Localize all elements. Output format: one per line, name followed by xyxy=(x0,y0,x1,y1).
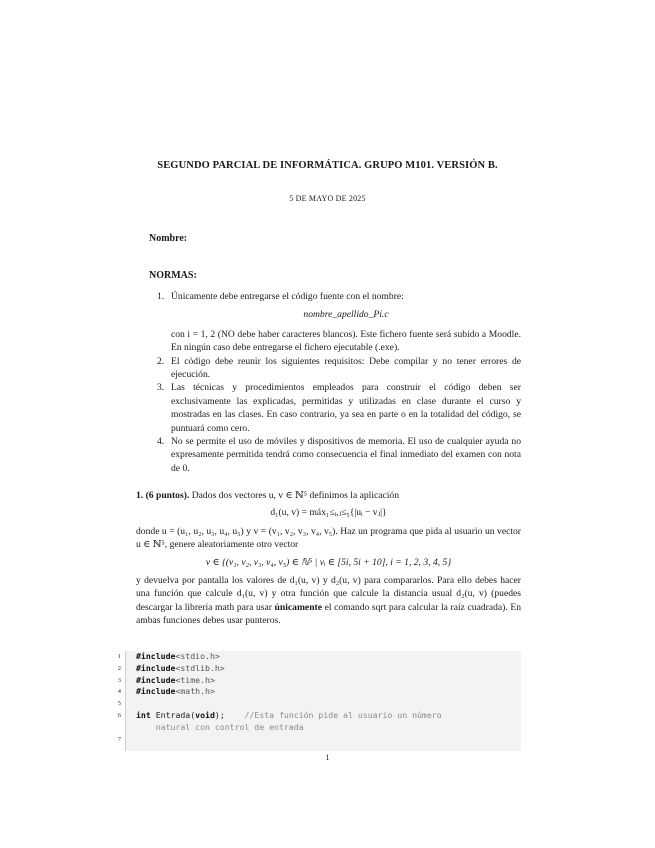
equation-d1-rest: máx₁≤ᵢ,ⱼ≤₅{|uᵢ − vⱼ|} xyxy=(309,507,387,519)
rule-3-text: Las técnicas y procedimientos empleados para construir el código deben ser exclusivamente las explicadas, permitidas y utilizadas en clase durante el curso y mostradas en las clases. En caso contrario, ya sea en parte o en la totalidad del código, se puntuará como cero. xyxy=(171,382,521,434)
line-number: 7 xyxy=(117,735,121,743)
rule-1-filename: nombre_apellido_Pi.c xyxy=(303,309,389,321)
line-number: 3 xyxy=(117,676,121,684)
code-line-4 xyxy=(117,686,521,698)
exam-date: 5 DE MAYO DE 2025 xyxy=(289,194,366,203)
code-type: int xyxy=(136,709,151,720)
nombre-label: Nombre: xyxy=(149,233,188,244)
code-line-6-wrap xyxy=(126,722,521,734)
problem-1-text-3 xyxy=(136,574,521,628)
problem-1-text-3b: el comando sqrt para calcular la raíz cuadrada). En ambas funciones debes usar punteros. xyxy=(136,601,521,627)
rule-3-number: 3. xyxy=(157,382,165,394)
code-line-5 xyxy=(117,698,521,710)
code-close: ); xyxy=(214,709,225,720)
code-line-2 xyxy=(117,662,521,675)
rule-4-number: 4. xyxy=(157,436,165,448)
code-comment: //Esta función pide al usuario un número xyxy=(224,709,442,720)
code-header: <math.h> xyxy=(175,686,215,697)
problem-1-intro: Dados dos vectores u, v ∈ ℕ⁵ definimos la aplicación xyxy=(191,490,400,501)
problem-1-intro-line xyxy=(136,489,521,502)
code-function-name: Entrada( xyxy=(150,709,196,720)
rule-1-continuation: con i = 1, 2 (NO debe haber caracteres blancos). Este fichero fuente será subido a Moodle. En ningún caso debe entregarse el fichero ejecutable (.exe). xyxy=(171,328,521,354)
problem-1-text-2: donde u = (u₁, u₂, u₃, u₄, u₅) y v = (v₁, v₂, v₃, v₄, v₅). Haz un programa que pida al usuario un vector u ∈ ℕ⁵, genere aleatoriamente otro vector xyxy=(136,525,521,551)
code-header: <stdio.h> xyxy=(175,651,220,661)
exam-title: SEGUNDO PARCIAL DE INFORMÁTICA. GRUPO M101. VERSIÓN B. xyxy=(157,160,498,171)
problem-1 xyxy=(136,489,521,628)
line-number: 2 xyxy=(117,664,121,672)
rule-1 xyxy=(149,290,521,355)
code-line-7 xyxy=(117,734,521,746)
code-keyword: #include xyxy=(136,662,176,673)
code-comment-wrap: natural con control de entrada xyxy=(136,721,304,732)
rule-4-text: No se permite el uso de móviles y dispositivos de memoria. El uso de cualquier ayuda no expresamente permitida tendrá como consecuencia el final inmediato del examen con nota de 0. xyxy=(171,436,521,474)
code-listing xyxy=(117,651,521,751)
equation-d1 xyxy=(136,502,521,524)
code-keyword: #include xyxy=(136,651,176,661)
normas-heading: NORMAS: xyxy=(149,270,197,281)
rule-4 xyxy=(149,435,521,475)
equation-v-set: v ∈ {(v₁, v₂, v₃, v₄, v₅) ∈ ℕ⁵ | vᵢ ∈ [5i, 5i + 10], i = 1, 2, 3, 4, 5} xyxy=(205,556,452,568)
line-number: 6 xyxy=(117,711,121,719)
rule-2-text: El código debe reunir los siguientes requisitos: Debe compilar y no tener errores de ejecución. xyxy=(171,355,521,381)
code-keyword: #include xyxy=(136,686,176,697)
rule-2 xyxy=(149,355,521,382)
rule-3 xyxy=(149,381,521,435)
rule-1-text: Únicamente debe entregarse el código fuente con el nombre: xyxy=(171,291,404,302)
line-number: 4 xyxy=(117,688,121,696)
equation-d1-fn: d₁(u, v) = xyxy=(270,507,310,519)
rules-list xyxy=(149,290,521,475)
page-number: 1 xyxy=(325,753,330,762)
code-line-1 xyxy=(117,651,521,663)
code-header: <stdlib.h> xyxy=(175,662,225,673)
rule-2-number: 2. xyxy=(157,355,165,367)
rule-1-number: 1. xyxy=(157,291,165,302)
line-number: 1 xyxy=(117,653,121,660)
code-param: void xyxy=(195,709,215,720)
code-line-3 xyxy=(117,674,521,687)
problem-1-text-3-bold: únicamente xyxy=(274,601,322,613)
code-header: <time.h> xyxy=(175,674,215,685)
code-line-6 xyxy=(117,709,521,722)
code-keyword: #include xyxy=(136,674,176,685)
problem-1-label: 1. (6 puntos). xyxy=(136,490,190,501)
line-number: 5 xyxy=(117,700,121,708)
problem-1-text-3a: y devuelva por pantalla los valores de d₁(u, v) y d₂(u, v) para compararlos. Para ello debes hacer una función que calcule d₁(u, v) y otra función que calcule la distancia usual d₂(u, v) (puedes descargar la librería math para usar xyxy=(136,575,521,613)
